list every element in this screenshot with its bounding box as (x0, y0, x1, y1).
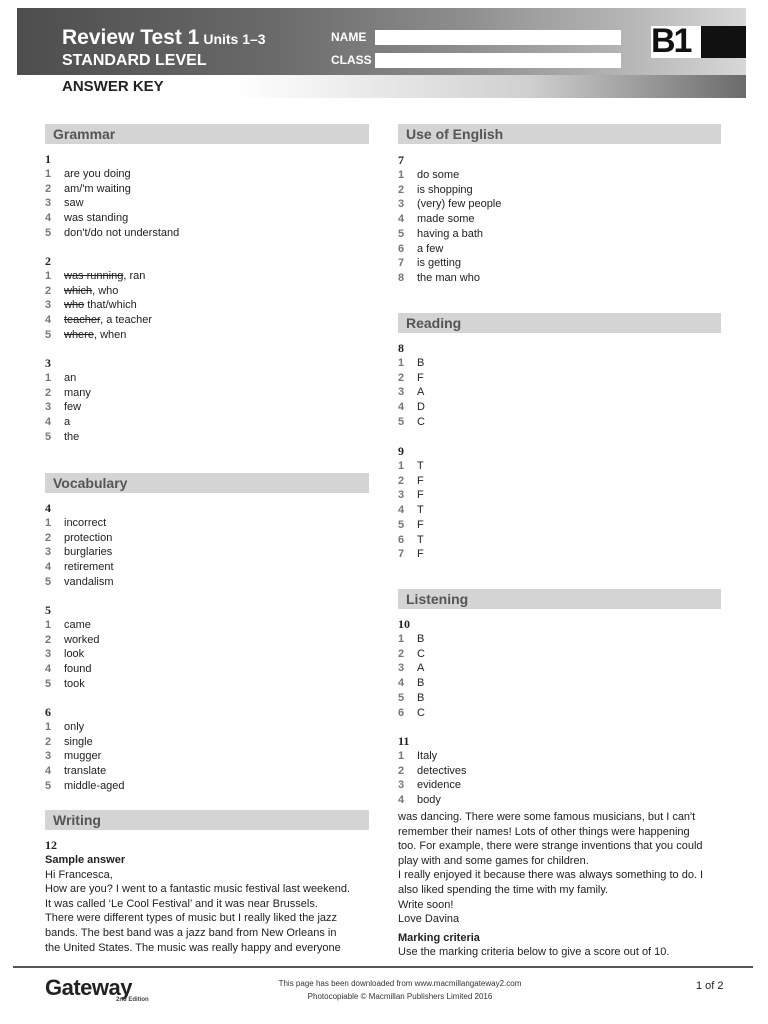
answer-text: a (64, 416, 71, 429)
answer-text: took (64, 677, 85, 690)
answer-row (45, 720, 125, 735)
answer-text: translate (64, 765, 107, 778)
item-number: 1 (398, 633, 405, 645)
answer-row (398, 764, 467, 779)
answer-text: , a teacher (100, 314, 153, 327)
answer-text: was standing (64, 212, 129, 225)
answer-row (398, 242, 501, 257)
answer-text: Italy (417, 750, 438, 762)
answer-row (398, 356, 425, 371)
struck-text: was running (64, 270, 124, 282)
marking-criteria-text: Use the marking criteria below to give a score out of 10. (398, 946, 670, 959)
answer-row (45, 167, 179, 182)
answer-row (45, 545, 114, 560)
download-note: This page has been downloaded from www.macmillangateway2.com (278, 979, 522, 988)
item-number: 3 (45, 197, 52, 210)
item-number: 6 (398, 706, 405, 719)
item-number: 1 (45, 168, 52, 180)
sample-line: bands. The best band was a jazz band from New Orleans in (45, 926, 337, 939)
answer-row (45, 618, 99, 633)
answer-row (398, 793, 467, 808)
item-number: 4 (45, 314, 52, 327)
exercise-10 (398, 617, 425, 720)
answer-text: having a bath (417, 227, 484, 240)
answer-row (398, 676, 425, 691)
answer-row (398, 632, 425, 647)
exercise-number: 3 (45, 356, 51, 370)
answer-row (398, 227, 501, 242)
answer-row (45, 735, 125, 750)
item-number: 2 (45, 182, 52, 195)
answer-row (398, 691, 425, 706)
answer-row (45, 211, 179, 226)
answer-text: burglaries (64, 546, 113, 559)
item-number: 1 (398, 169, 405, 181)
answer-text: C (417, 647, 425, 660)
item-number: 4 (398, 213, 405, 226)
answer-text: B (417, 357, 425, 369)
answer-key-label: ANSWER KEY (62, 78, 164, 95)
item-number: 1 (45, 372, 52, 384)
answer-row (398, 212, 501, 227)
answer-row (398, 459, 424, 474)
answer-row (45, 400, 91, 415)
answer-row (398, 415, 425, 430)
item-number: 2 (398, 647, 405, 660)
answer-row (398, 474, 424, 489)
answer-text: T (417, 460, 424, 472)
class-label: CLASS (331, 53, 372, 67)
gateway-logo: Gateway (45, 975, 132, 1000)
page-number: 1 of 2 (696, 980, 724, 992)
answer-text: F (417, 474, 424, 487)
answer-text: incorrect (64, 517, 107, 529)
writing-sample-continued (398, 810, 728, 960)
answer-text: , when (93, 328, 127, 341)
answer-text: few (64, 401, 82, 414)
item-number: 2 (398, 371, 405, 384)
answer-text: F (417, 489, 424, 502)
answer-text: a few (417, 242, 444, 255)
answer-row (45, 182, 179, 197)
item-number: 5 (45, 328, 52, 341)
footer-divider (13, 966, 753, 968)
answer-text: is shopping (417, 183, 473, 196)
answer-text: protection (64, 531, 113, 544)
answer-text: D (417, 401, 425, 414)
item-number: 8 (398, 271, 405, 284)
answer-text: F (417, 371, 424, 384)
answer-row (398, 271, 501, 286)
answer-row (398, 647, 425, 662)
exercise-1 (45, 152, 179, 241)
item-number: 1 (398, 460, 405, 472)
answer-text: is getting (417, 257, 462, 270)
item-number: 2 (398, 183, 405, 196)
section-use-of-english: Use of English (398, 124, 721, 144)
item-number: 4 (45, 663, 52, 676)
answer-row (45, 284, 152, 299)
answer-text: (very) few people (417, 198, 502, 211)
header-banner (17, 8, 746, 98)
item-number: 3 (398, 489, 405, 502)
answer-row (398, 183, 501, 198)
answer-row (45, 430, 91, 445)
item-number: 1 (398, 750, 405, 762)
sample-line: Hi Francesca, (45, 868, 113, 881)
answer-row (45, 226, 179, 241)
edition-label: 2nd Edition (116, 997, 149, 1003)
exercise-number: 2 (45, 254, 51, 268)
item-number: 2 (45, 284, 52, 297)
item-number: 2 (45, 386, 52, 399)
exercise-number: 11 (398, 734, 410, 748)
section-writing: Writing (45, 810, 369, 830)
sample-line: too. For example, there were strange inventions that you could (398, 840, 703, 853)
name-field[interactable] (375, 30, 621, 45)
exercise-4 (45, 501, 114, 590)
section-vocabulary: Vocabulary (45, 473, 369, 493)
exercise-number: 10 (398, 617, 410, 631)
answer-text: are you doing (64, 168, 131, 180)
sample-line: It was called ‘Le Cool Festival’ and it was near Brussels. (45, 897, 318, 910)
answer-text: saw (64, 197, 84, 210)
item-number: 4 (398, 794, 405, 807)
item-number: 5 (45, 575, 52, 588)
item-number: 3 (398, 779, 405, 792)
sample-line: was dancing. There were some famous musicians, but I can't (398, 811, 696, 823)
answer-text: B (417, 677, 425, 690)
marking-criteria-label: Marking criteria (398, 931, 480, 944)
sample-line: also liked spending the time with my family. (398, 883, 609, 896)
answer-row (398, 533, 424, 548)
answer-row (398, 547, 424, 562)
answer-row (45, 662, 99, 677)
answer-text: F (417, 518, 424, 531)
item-number: 3 (45, 546, 52, 559)
exercise-number: 1 (45, 152, 51, 166)
answer-row (398, 168, 501, 183)
item-number: 2 (45, 735, 52, 748)
answer-text: C (417, 706, 425, 719)
item-number: 4 (45, 416, 52, 429)
answer-text: retirement (64, 561, 114, 574)
item-number: 3 (398, 386, 405, 399)
copyright-note: Photocopiable © Macmillan Publishers Limited 2016 (307, 992, 493, 1001)
answer-text: the (64, 430, 80, 443)
exercise-6 (45, 705, 125, 794)
answer-row (398, 385, 425, 400)
answer-text: body (417, 794, 441, 807)
answer-text: look (64, 648, 85, 661)
answer-row (398, 488, 424, 503)
answer-row (398, 749, 467, 764)
item-number: 5 (45, 226, 52, 239)
answer-row (45, 677, 99, 692)
answer-row (398, 256, 501, 271)
sample-line: play with and some games for children. (398, 854, 589, 867)
item-number: 5 (398, 518, 405, 531)
answer-text: the man who (417, 271, 480, 284)
item-number: 1 (45, 517, 52, 529)
answer-row (45, 516, 114, 531)
answer-text: middle-aged (64, 779, 125, 792)
exercise-number: 6 (45, 705, 51, 719)
answer-text: T (417, 504, 424, 517)
item-number: 2 (45, 531, 52, 544)
section-grammar: Grammar (45, 124, 369, 144)
struck-text: who (64, 299, 85, 312)
answer-text: many (64, 386, 91, 399)
answer-row (45, 575, 114, 590)
item-number: 3 (45, 401, 52, 414)
item-number: 2 (398, 474, 405, 487)
struck-text: which (64, 284, 93, 297)
item-number: 3 (45, 299, 52, 312)
exercise-8 (398, 341, 425, 430)
answer-text: an (64, 372, 77, 384)
answer-text: detectives (417, 764, 467, 777)
item-number: 3 (45, 648, 52, 661)
item-number: 2 (398, 764, 405, 777)
answer-text: do some (417, 169, 460, 181)
answer-row (398, 706, 425, 721)
item-number: 4 (45, 212, 52, 225)
item-number: 4 (398, 401, 405, 414)
exercise-number: 7 (398, 153, 404, 167)
sample-line: the United States. The music was really happy and everyone (45, 941, 341, 954)
test-title: Review Test 1 Units 1–3 (62, 26, 266, 49)
answer-text: came (64, 619, 91, 631)
answer-row (45, 313, 152, 328)
sample-line: Write soon! (398, 898, 454, 911)
exercise-3 (45, 356, 91, 445)
answer-text: am/'m waiting (64, 182, 131, 195)
item-number: 4 (45, 561, 52, 574)
item-number: 5 (398, 227, 405, 240)
answer-text: made some (417, 213, 475, 226)
answer-text: vandalism (64, 575, 114, 588)
answer-row (45, 328, 152, 343)
exercise-number: 9 (398, 444, 404, 458)
answer-text: A (417, 386, 425, 399)
exercise-11 (398, 734, 467, 808)
writing-sample (45, 838, 375, 955)
item-number: 4 (45, 765, 52, 778)
item-number: 6 (398, 533, 405, 546)
answer-row (398, 197, 501, 212)
section-listening: Listening (398, 589, 721, 609)
answer-row (45, 196, 179, 211)
answer-row (398, 518, 424, 533)
exercise-number: 4 (45, 501, 51, 515)
answer-text: evidence (417, 779, 462, 792)
item-number: 1 (45, 270, 52, 282)
exercise-number: 8 (398, 341, 404, 355)
answer-text: worked (64, 633, 100, 646)
answer-text: , who (92, 284, 119, 297)
sample-line: Love Davina (398, 913, 460, 926)
item-number: 4 (398, 677, 405, 690)
level-label: STANDARD LEVEL (62, 52, 207, 69)
answer-row (45, 764, 125, 779)
item-number: 3 (398, 198, 405, 211)
exercise-2 (45, 254, 152, 343)
exercise-number: 12 (45, 838, 57, 852)
answer-row (45, 647, 99, 662)
answer-text: C (417, 415, 425, 428)
sample-answer-label: Sample answer (45, 854, 126, 866)
answer-row (45, 298, 152, 313)
item-number: 7 (398, 548, 405, 561)
item-number: 1 (398, 357, 405, 369)
answer-text: , ran (123, 270, 146, 282)
item-number: 7 (398, 257, 405, 270)
answer-row (45, 531, 114, 546)
item-number: 4 (398, 504, 405, 517)
answer-text: only (64, 721, 85, 733)
answer-text: B (417, 633, 425, 645)
item-number: 5 (45, 430, 52, 443)
sample-line: How are you? I went to a fantastic music festival last weekend. (45, 883, 351, 896)
answer-row (45, 371, 91, 386)
answer-row (398, 503, 424, 518)
exercise-9 (398, 444, 424, 562)
answer-text: F (417, 548, 424, 561)
answer-text: mugger (64, 750, 102, 763)
answer-row (398, 400, 425, 415)
answer-row (45, 749, 125, 764)
item-number: 1 (45, 721, 52, 733)
sample-line: remember their names! Lots of other things were happening (398, 825, 690, 838)
item-number: 1 (45, 619, 52, 631)
item-number: 3 (398, 662, 405, 675)
answer-row (45, 633, 99, 648)
answer-row (45, 386, 91, 401)
answer-text: B (417, 691, 425, 704)
answer-text: T (417, 533, 424, 546)
exercise-7 (398, 153, 501, 286)
answer-row (398, 778, 467, 793)
sample-line: There were different types of music but I really liked the jazz (45, 912, 338, 925)
item-number: 5 (45, 779, 52, 792)
section-reading: Reading (398, 313, 721, 333)
answer-text: that/which (84, 299, 137, 312)
struck-text: where (64, 328, 94, 341)
answer-row (45, 560, 114, 575)
sample-line: I really enjoyed it because there was always something to do. I (398, 869, 704, 882)
item-number: 5 (398, 691, 405, 704)
answer-text: found (64, 663, 92, 676)
item-number: 2 (45, 633, 52, 646)
class-field[interactable] (375, 53, 621, 68)
item-number: 3 (45, 750, 52, 763)
level-badge: B1 (651, 22, 691, 60)
struck-text: teacher (64, 314, 101, 327)
answer-row (398, 371, 425, 386)
units-label: Units 1–3 (203, 31, 266, 47)
answer-text: A (417, 662, 425, 675)
answer-row (45, 269, 152, 284)
item-number: 6 (398, 242, 405, 255)
item-number: 5 (398, 415, 405, 428)
answer-text: don't/do not understand (64, 226, 180, 239)
answer-text: single (64, 735, 93, 748)
item-number: 5 (45, 677, 52, 690)
answer-row (45, 779, 125, 794)
answer-row (45, 415, 91, 430)
answer-row (398, 661, 425, 676)
name-label: NAME (331, 30, 367, 44)
exercise-5 (45, 603, 99, 692)
exercise-number: 5 (45, 603, 51, 617)
